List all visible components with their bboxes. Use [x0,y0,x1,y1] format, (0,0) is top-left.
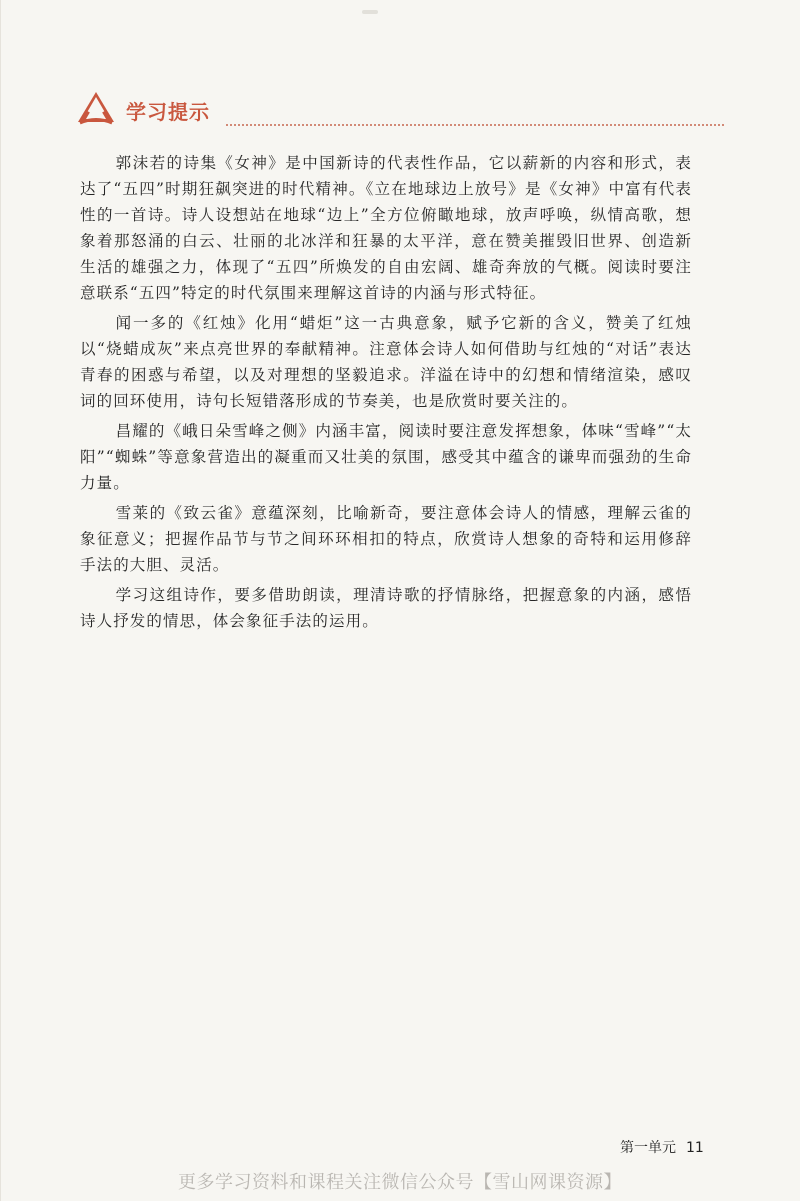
unit-label: 第一单元 [620,1140,676,1156]
page-footer [620,1137,704,1157]
watermark-text: 更多学习资料和课程关注微信公众号【雪山网课资源】 [178,1172,622,1193]
paragraph-guo-moruo: 郭沫若的诗集《女神》是中国新诗的代表性作品，它以薪新的内容和形式，表达了“五四”时期狂飙突进的时代精神。《立在地球边上放号》是《女神》中富有代表性的一首诗。诗人设想站在地球“边上”全方位俯瞰地球，放声呼唤，纵情高歌，想象着那怒涌的白云、壮丽的北冰洋和狂暴的太平洋，意在赞美摧毁旧世界、创造新生活的雄强之力，体现了“五四”所焕发的自由宏阔、雄奇奔放的气概。阅读时要注意联系“五四”特定的时代氛围来理解这首诗的内涵与形式特征。 [80,154,692,302]
paragraph-study-summary: 学习这组诗作，要多借助朗读，理清诗歌的抒情脉络，把握意象的内涵，感悟诗人抒发的情思，体会象征手法的运用。 [80,586,692,630]
paragraph-wen-yiduo: 闻一多的《红烛》化用“蜡炬”这一古典意象，赋予它新的含义，赞美了红烛以“烧蜡成灰”来点亮世界的奉献精神。注意体会诗人如何借助与红烛的“对话”表达青春的困惑与希望，以及对理想的坚毅追求。洋溢在诗中的幻想和情绪渲染，感叹词的回环使用，诗句长短错落形成的节奏美，也是欣赏时要关注的。 [80,314,692,410]
paragraph-shelley: 雪莱的《致云雀》意蕴深刻，比喻新奇，要注意体会诗人的情感，理解云雀的象征意义；把握作品节与节之间环环相扣的特点，欣赏诗人想象的奇特和运用修辞手法的大胆、灵活。 [80,504,692,574]
study-tips-body [80,150,692,638]
mountain-logo-icon [76,90,116,126]
section-header [76,88,726,136]
scan-artifact [362,10,378,14]
page-number: 11 [686,1140,704,1156]
paragraph-chang-yao: 昌耀的《峨日朵雪峰之侧》内涵丰富，阅读时要注意发挥想象，体味“雪峰”“太阳”“蜘蛛”等意象营造出的凝重而又壮美的氛围，感受其中蕴含的谦卑而强劲的生命力量。 [80,422,692,492]
dotted-divider [226,124,724,126]
section-title: 学习提示 [126,100,210,124]
